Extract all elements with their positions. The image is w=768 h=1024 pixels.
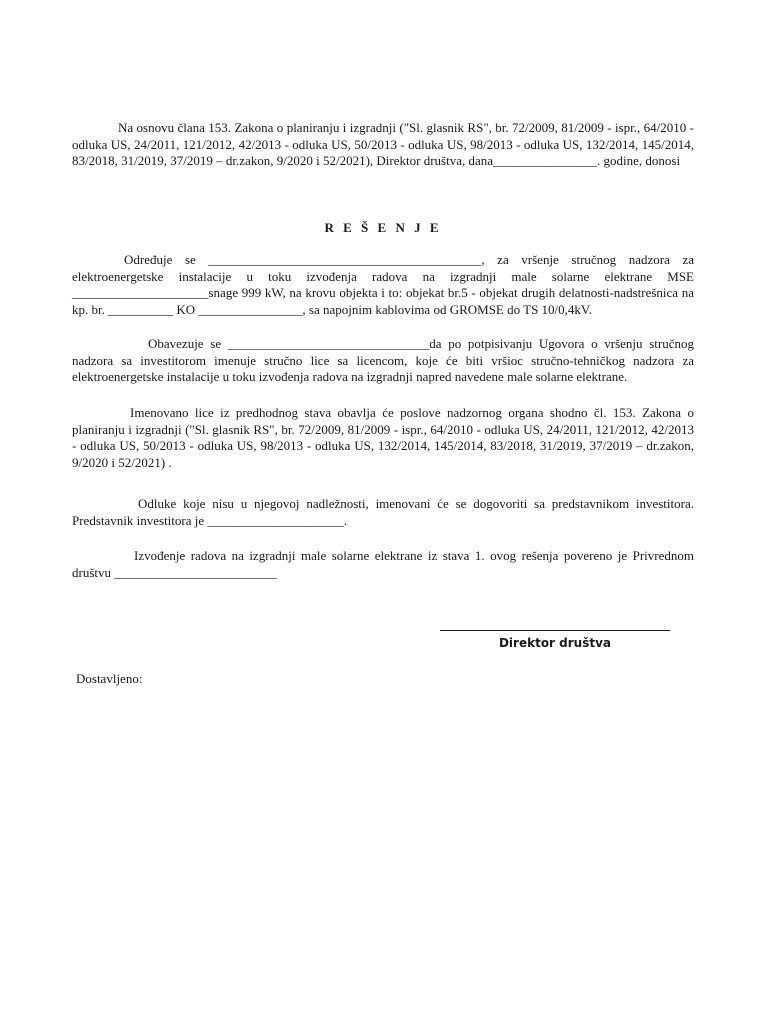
paragraph-odluke: Odluke koje nisu u njegovoj nadležnosti, imenovani će se dogovoriti sa predstavnikom investitora. Predstavnik investitora je _____________________. — [72, 496, 694, 528]
document-title: R E Š E N J E — [324, 220, 442, 235]
paragraph-obavezuje: Obavezuje se _______________________________da po potpisivanju Ugovora o vršenju stručnog nadzora sa investitorom imenuje stručno lice sa licencom, koje će biti vršioc stručno-tehničkog nadzora za elektroenergetske instalacije u toku izvođenja radova na izgradnji napred navedene male solarne elektrane. — [72, 336, 694, 385]
intro-paragraph: Na osnovu člana 153. Zakona o planiranju i izgradnji ("Sl. glasnik RS", br. 72/2009, 81/2009 - ispr., 64/2010 - odluka US, 24/2011, 121/2012, 42/2013 - odluka US, 50/2013 - odluka US, 98/2013 - odluka US, 132/2014, 145/2014, 83/2018, 31/2019, 37/2019 – dr.zakon, 9/2020 i 52/2021), Direktor društva, dana________________. godine, donosi — [72, 120, 694, 169]
paragraph-odredjuje: Određuje se __________________________________________, za vršenje stručnog nadzora za elektroenergetske instalacije u toku izvođenja radova na izgradnji male solarne elektrane MSE _____________________snage 999 kW, na krovu objekta i to: objekat br.5 - objekat drugih delatnosti-nadstrešnica na kp. br. __________ KO ________________, sa napojnim kablovima od GROMSE do TS 10/0,4kV. — [72, 252, 694, 317]
dostavljeno-label: Dostavljeno: — [76, 671, 143, 686]
paragraph-imenovano: Imenovano lice iz predhodnog stava obavlja će poslove nadzornog organa shodno čl. 153. Zakona o planiranju i izgradnji ("Sl. glasnik RS", br. 72/2009, 81/2009 - ispr., 64/2010 - odluka US, 24/2011, 121/2012, 42/2013 - odluka US, 50/2013 - odluka US, 98/2013 - odluka US, 132/2014, 145/2014, 83/2018, 31/2019, 37/2019 – dr.zakon, 9/2020 i 52/2021) . — [72, 405, 694, 470]
signature-line — [440, 630, 670, 631]
signature-label: Direktor društva — [498, 636, 612, 650]
paragraph-izvodjenje: Izvođenje radova na izgradnji male solarne elektrane iz stava 1. ovog rešenja povereno je Privrednom društvu _________________________ — [72, 548, 694, 580]
